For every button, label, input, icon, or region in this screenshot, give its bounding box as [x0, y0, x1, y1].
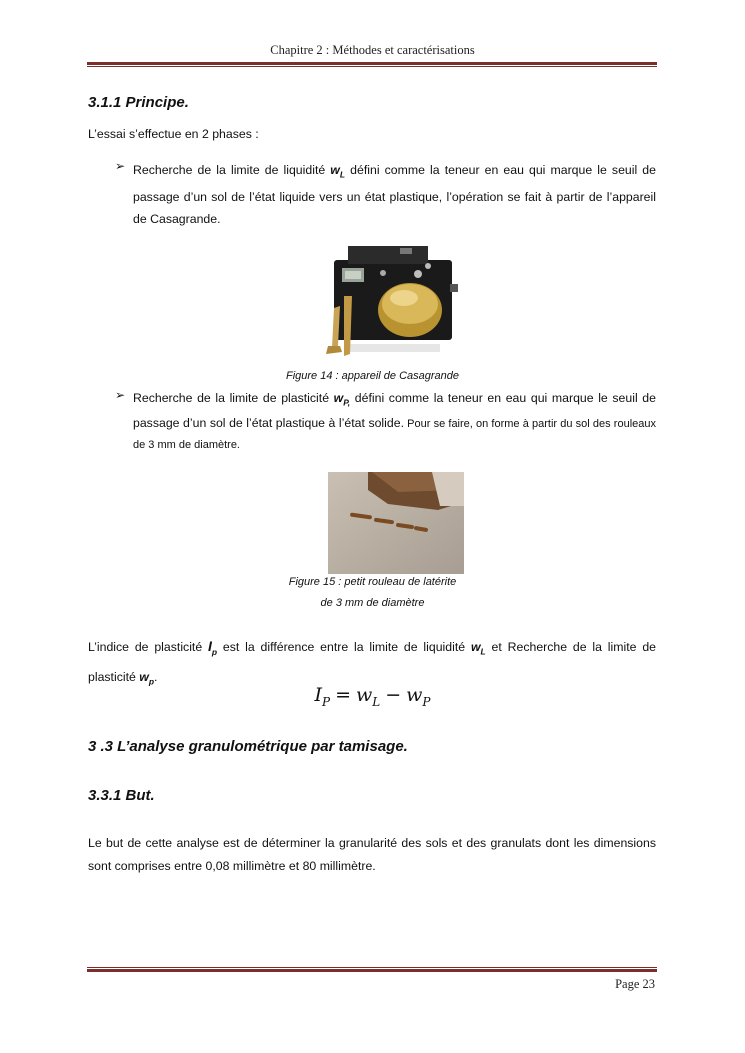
- page-header-title: Chapitre 2 : Méthodes et caractérisations: [270, 43, 475, 57]
- bullet-plasticity-limit: [115, 388, 656, 456]
- plasticity-index-paragraph: L’indice de plasticité $I_p$ est la différence entre la limite de liquidité $w_L$ et Recherche de la limite de plasticité $w_p$.: [88, 638, 656, 687]
- header-rule: [87, 62, 657, 65]
- laterite-roll-image: [328, 472, 464, 574]
- heading-3-3: 3 .3 L’analyse granulométrique par tamisage.: [88, 738, 408, 755]
- plasticity-index-formula: $I_P = w_L - w_P$: [314, 684, 431, 709]
- footer-rule-thin: [87, 967, 657, 968]
- casagrande-apparatus-image: [320, 246, 460, 364]
- bullet-text: Recherche de la limite de liquidité $w_L$ défini comme la teneur en eau qui marque le seuil de passage d’un sol de l’état liquide vers un état plastique, l’opération se fait à partir de l’appareil de Casagrande.: [133, 163, 656, 227]
- figure-14-caption: Figure 14 : appareil de Casagrande: [285, 370, 460, 382]
- bullet-liquidity-limit: [115, 159, 656, 231]
- heading-3-1-1: 3.1.1 Principe.: [88, 94, 189, 111]
- heading-3-3-1: 3.3.1 But.: [88, 787, 155, 804]
- arrowhead-bullet-icon: ➢: [115, 388, 126, 402]
- intro-paragraph: L’essai s’effectue en 2 phases :: [88, 127, 259, 141]
- figure-15-caption-line1: Figure 15 : petit rouleau de latérite: [288, 576, 457, 588]
- figure-15-caption-line2: de 3 mm de diamètre: [320, 597, 425, 609]
- footer-rule: [87, 969, 657, 972]
- page-number: Page 23: [615, 977, 655, 991]
- header-rule-thin: [87, 66, 657, 67]
- purpose-paragraph: Le but de cette analyse est de déterminer la granularité des sols et des granulats dont les dimensions sont comprises entre 0,08 millimètre et 80 millimètre.: [88, 836, 656, 873]
- bullet-text: Recherche de la limite de plasticité $w_{P,}$ défini comme la teneur en eau qui marque le seuil de passage d’un sol de l’état plastique à l’état solide. Pour se faire, on forme à partir du sol des rouleaux de 3 mm de diamètre.: [133, 391, 657, 452]
- arrowhead-bullet-icon: ➢: [115, 159, 126, 173]
